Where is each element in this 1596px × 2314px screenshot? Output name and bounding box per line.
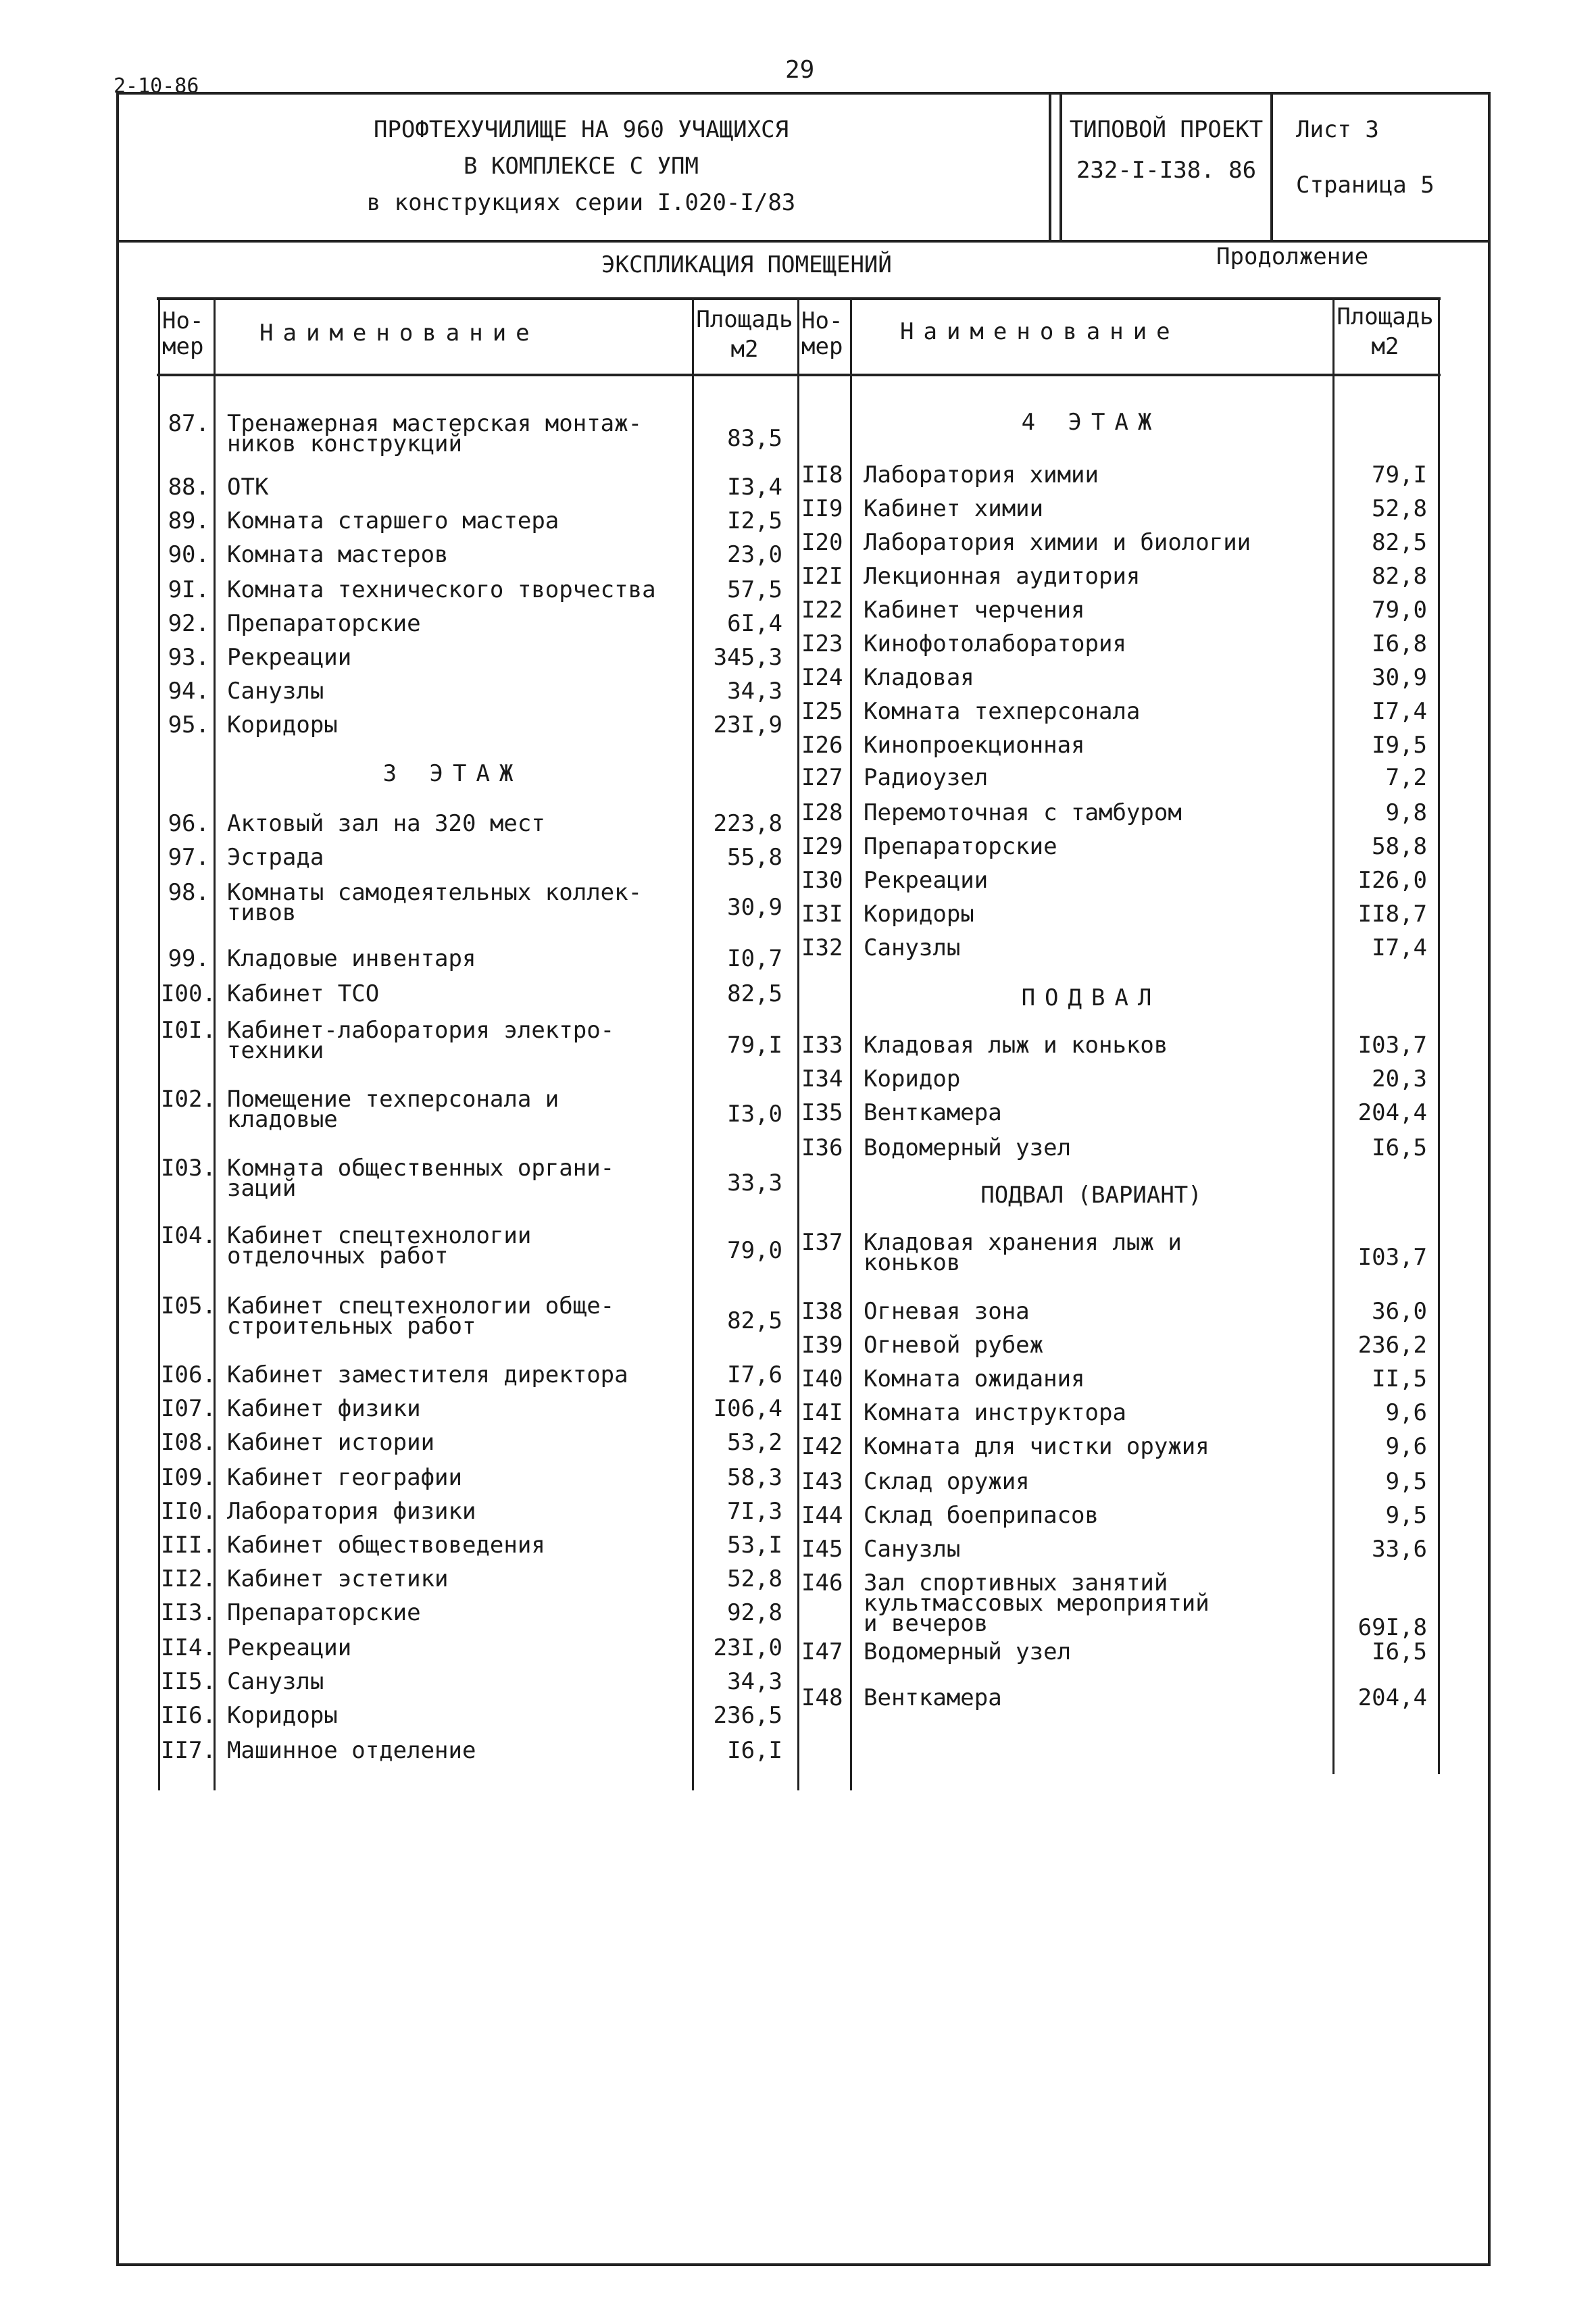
row-area: 23I,0 [713,1634,782,1661]
row-name-cont: тивов [227,899,297,926]
row-number: I29 [801,833,843,860]
row-name: Огневая зона [864,1298,1030,1325]
row-name: Кабинет черчения [864,597,1085,624]
row-number: I23 [801,630,843,657]
row-name: Санузлы [864,1536,961,1563]
row-area: 55,8 [727,844,782,871]
row-area: 33,3 [727,1169,782,1197]
row-area: 58,8 [1372,833,1427,860]
row-number: I4I [801,1399,843,1426]
row-number: II2. [161,1565,216,1592]
hdr-right-area-2: м2 [1371,333,1399,360]
row-name-cont: кладовые [227,1106,338,1133]
row-number: I27 [801,764,843,791]
stamp-title-line1: ПРОФТЕХУЧИЛИЩЕ НА 960 УЧАЩИХСЯ [373,116,789,143]
row-name-cont: коньков [864,1249,961,1276]
row-name-cont: техники [227,1037,324,1064]
col-left-area-edge [692,297,694,1790]
row-number: I48 [801,1684,843,1711]
row-number: I34 [801,1065,843,1092]
row-area: 57,5 [727,576,782,603]
row-area: 69I,8 [1357,1614,1427,1641]
row-number: I09. [161,1464,216,1491]
hdr-left-area-1: Площадь [696,306,793,333]
row-number: I3I [801,901,843,928]
col-right-area-edge [1332,297,1335,1774]
row-name: Кинопроекционная [864,732,1085,759]
row-area: 92,8 [727,1599,782,1626]
continuation-label: Продолжение [1216,243,1369,270]
floor-heading: ПОДВАЛ (ВАРИАНТ) [980,1182,1202,1209]
row-number: I08. [161,1429,216,1456]
row-area: 236,2 [1357,1332,1427,1359]
row-number: I07. [161,1395,216,1422]
row-area: 223,8 [713,810,782,837]
row-name-cont: ников конструкций [227,430,462,457]
row-name: Помещение техперсонала и [227,1086,559,1113]
project-code: 232-I-I38. 86 [1076,157,1257,184]
row-name: Кабинет ТСО [227,980,380,1007]
row-number: I37 [801,1229,843,1256]
hdr-left-num-1: Но- [162,307,204,334]
row-name: Рекреации [227,644,352,671]
row-name: Склад оружия [864,1468,1030,1495]
row-number: 93. [168,644,209,671]
row-name: Санузлы [227,1668,324,1695]
row-name: Радиоузел [864,764,989,791]
row-name: Венткамера [864,1099,1002,1126]
row-number: I46 [801,1569,843,1596]
col-right-num-edge [797,297,799,1790]
row-name: Кабинет географии [227,1464,462,1491]
floor-heading: ПОДВАЛ [1021,984,1162,1011]
row-area: 7,2 [1385,764,1427,791]
page-label: Страница 5 [1296,172,1435,199]
row-name-cont: и вечеров [864,1610,989,1637]
row-area: 30,9 [1372,664,1427,691]
row-area: 79,0 [1372,597,1427,624]
row-name: Венткамера [864,1684,1002,1711]
row-area: 23I,9 [713,711,782,738]
row-name: Рекреации [864,867,989,894]
row-number: I2I [801,563,843,590]
row-area: I7,4 [1372,698,1427,725]
row-name: Кабинет химии [864,495,1044,522]
sheet-number: Лист 3 [1296,116,1379,143]
row-area: I6,5 [1372,1134,1427,1161]
hdr-right-num-1: Но- [801,307,843,334]
row-number: I42 [801,1433,843,1460]
row-number: 90. [168,541,209,568]
row-name: Огневой рубеж [864,1332,1044,1359]
row-name-cont: строительных работ [227,1313,476,1340]
row-area: I9,5 [1372,732,1427,759]
row-area: I2,5 [727,507,782,534]
row-area: 7I,3 [727,1498,782,1525]
row-name: Лекционная аудитория [864,563,1141,590]
row-area: 9,5 [1385,1468,1427,1495]
row-number: I20 [801,529,843,556]
row-name: Кладовые инвентаря [227,945,476,972]
row-name: Кабинет обществоведения [227,1532,545,1559]
row-name: Санузлы [864,934,961,961]
hdr-left-name: Наименование [259,320,539,347]
row-area: 82,5 [1372,529,1427,556]
row-number: II9 [801,495,843,522]
row-area: 9,8 [1385,799,1427,826]
row-name: Коридоры [227,711,338,738]
row-area: I3,0 [727,1101,782,1128]
row-area: 30,9 [727,894,782,921]
col-left-num-edge [158,297,160,1790]
row-number: 88. [168,474,209,501]
row-area: 9,6 [1385,1433,1427,1460]
row-area: 82,5 [727,980,782,1007]
row-area: 82,5 [727,1307,782,1334]
row-number: 98. [168,879,209,906]
floor-heading: 4 ЭТАЖ [1021,409,1162,436]
row-area: I6,I [727,1737,782,1764]
row-name: Кинофотолаборатория [864,630,1126,657]
row-area: 6I,4 [727,610,782,637]
row-name: Комната ожидания [864,1365,1085,1392]
row-number: I36 [801,1134,843,1161]
row-number: I28 [801,799,843,826]
row-number: I06. [161,1361,216,1388]
row-area: 79,I [727,1032,782,1059]
row-area: 79,0 [727,1237,782,1264]
row-number: I43 [801,1468,843,1495]
row-name: Препараторские [227,610,421,637]
row-name: Комната общественных органи- [227,1155,615,1182]
row-name: Перемоточная с тамбуром [864,799,1182,826]
row-area: I0,7 [727,945,782,972]
row-number: 97. [168,844,209,871]
row-number: II5. [161,1668,216,1695]
hdr-right-num-2: мер [801,333,843,360]
row-name: Препараторские [227,1599,421,1626]
row-number: I22 [801,597,843,624]
row-area: I03,7 [1357,1032,1427,1059]
row-name: Коридоры [227,1702,338,1729]
row-area: 36,0 [1372,1298,1427,1325]
row-number: I00. [161,980,216,1007]
row-area: 23,0 [727,541,782,568]
row-name: Зал спортивных занятий [864,1569,1168,1596]
row-area: 204,4 [1357,1684,1427,1711]
row-name: Рекреации [227,1634,352,1661]
hdr-right-area-1: Площадь [1337,303,1434,330]
row-number: 87. [168,410,209,437]
row-area: I3,4 [727,474,782,501]
row-number: I47 [801,1638,843,1665]
row-name: Комнаты самодеятельных коллек- [227,879,643,906]
row-area: 34,3 [727,678,782,705]
row-area: 236,5 [713,1702,782,1729]
row-area: 53,I [727,1532,782,1559]
row-number: II8 [801,461,843,488]
row-name: Лаборатория физики [227,1498,476,1525]
row-number: I38 [801,1298,843,1325]
row-area: I06,4 [713,1395,782,1422]
row-name: Санузлы [227,678,324,705]
hdr-left-area-2: м2 [730,336,759,363]
row-name: Комната техперсонала [864,698,1141,725]
row-name: Водомерный узел [864,1638,1072,1665]
row-name-cont: культмассовых мероприятий [864,1590,1210,1617]
row-number: 99. [168,945,209,972]
row-area: I6,8 [1372,630,1427,657]
row-number: I40 [801,1365,843,1392]
row-area: I6,5 [1372,1638,1427,1665]
row-area: 58,3 [727,1464,782,1491]
row-number: I05. [161,1292,216,1319]
row-number: I45 [801,1536,843,1563]
stamp-divider-3 [1270,92,1273,241]
floor-heading: 3 ЭТАЖ [382,760,523,787]
row-area: I26,0 [1357,867,1427,894]
row-number: 89. [168,507,209,534]
row-name: Кабинет-лаборатория электро- [227,1017,615,1044]
row-area: I7,6 [727,1361,782,1388]
row-number: I25 [801,698,843,725]
row-number: I02. [161,1086,216,1113]
row-area: 52,8 [727,1565,782,1592]
row-area: 83,5 [727,425,782,452]
row-number: 94. [168,678,209,705]
row-number: I33 [801,1032,843,1059]
row-name: Машинное отделение [227,1737,476,1764]
row-name: Комната инструктора [864,1399,1126,1426]
row-number: I0I. [161,1017,216,1044]
row-area: 79,I [1372,461,1427,488]
hdr-right-name: Наименование [900,318,1180,345]
row-name: Склад боеприпасов [864,1502,1099,1529]
row-number: I39 [801,1332,843,1359]
row-area: 53,2 [727,1429,782,1456]
row-area: 345,3 [713,644,782,671]
row-number: I44 [801,1502,843,1529]
row-area: II8,7 [1357,901,1427,928]
row-name: Комната старшего мастера [227,507,559,534]
row-number: 96. [168,810,209,837]
row-name: Коридор [864,1065,961,1092]
row-name: Комната для чистки оружия [864,1433,1210,1460]
row-number: II4. [161,1634,216,1661]
row-name-cont: отделочных работ [227,1242,449,1269]
page-number: 29 [785,56,815,84]
row-name: Комната мастеров [227,541,449,568]
row-name: Кладовая лыж и коньков [864,1032,1168,1059]
row-area: I03,7 [1357,1244,1427,1271]
row-name: Комната технического творчества [227,576,656,603]
row-number: I35 [801,1099,843,1126]
row-name: Водомерный узел [864,1134,1072,1161]
row-name: Лаборатория химии и биологии [864,529,1251,556]
row-number: I03. [161,1155,216,1182]
row-name: Актовый зал на 320 мест [227,810,545,837]
row-number: II6. [161,1702,216,1729]
row-number: 9I. [168,576,209,603]
stamp-divider-1 [1049,92,1051,241]
row-name: Кабинет физики [227,1395,421,1422]
row-name: Эстрада [227,844,324,871]
row-area: 52,8 [1372,495,1427,522]
row-number: I04. [161,1222,216,1249]
row-area: II,5 [1372,1365,1427,1392]
section-title: ЭКСПЛИКАЦИЯ ПОМЕЩЕНИЙ [601,251,892,278]
row-number: I24 [801,664,843,691]
row-area: 20,3 [1372,1065,1427,1092]
row-area: 82,8 [1372,563,1427,590]
row-name: Кабинет эстетики [227,1565,449,1592]
stamp-title-line2: В КОМПЛЕКСЕ С УПМ [464,153,699,180]
row-number: II0. [161,1498,216,1525]
hdr-left-num-2: мер [162,333,204,360]
row-number: I26 [801,732,843,759]
row-number: 95. [168,711,209,738]
row-name: Коридоры [864,901,974,928]
project-label: ТИПОВОЙ ПРОЕКТ [1069,116,1264,143]
row-name: Лаборатория химии [864,461,1099,488]
row-name: Кабинет спецтехнологии обще- [227,1292,615,1319]
row-area: 34,3 [727,1668,782,1695]
row-number: 92. [168,610,209,637]
row-name: Препараторские [864,833,1057,860]
row-area: 33,6 [1372,1536,1427,1563]
row-name: ОТК [227,474,269,501]
row-number: I32 [801,934,843,961]
row-area: 9,6 [1385,1399,1427,1426]
col-right-end-edge [1438,297,1440,1774]
row-name: Кладовая [864,664,974,691]
stamp-title-line3: в конструкциях серии I.020-I/83 [366,189,796,216]
row-number: III. [161,1532,216,1559]
row-area: I7,4 [1372,934,1427,961]
row-name: Кабинет спецтехнологии [227,1222,532,1249]
row-name: Кабинет заместителя директора [227,1361,628,1388]
row-number: II7. [161,1737,216,1764]
row-number: I30 [801,867,843,894]
row-name: Кладовая хранения лыж и [864,1229,1182,1256]
row-name: Тренажерная мастерская монтаж- [227,410,643,437]
col-right-name-edge [850,297,852,1790]
row-area: 204,4 [1357,1099,1427,1126]
doc-code: 2-10-86 [114,74,199,98]
row-name-cont: заций [227,1175,297,1202]
row-number: II3. [161,1599,216,1626]
row-area: 9,5 [1385,1502,1427,1529]
row-name: Кабинет истории [227,1429,435,1456]
